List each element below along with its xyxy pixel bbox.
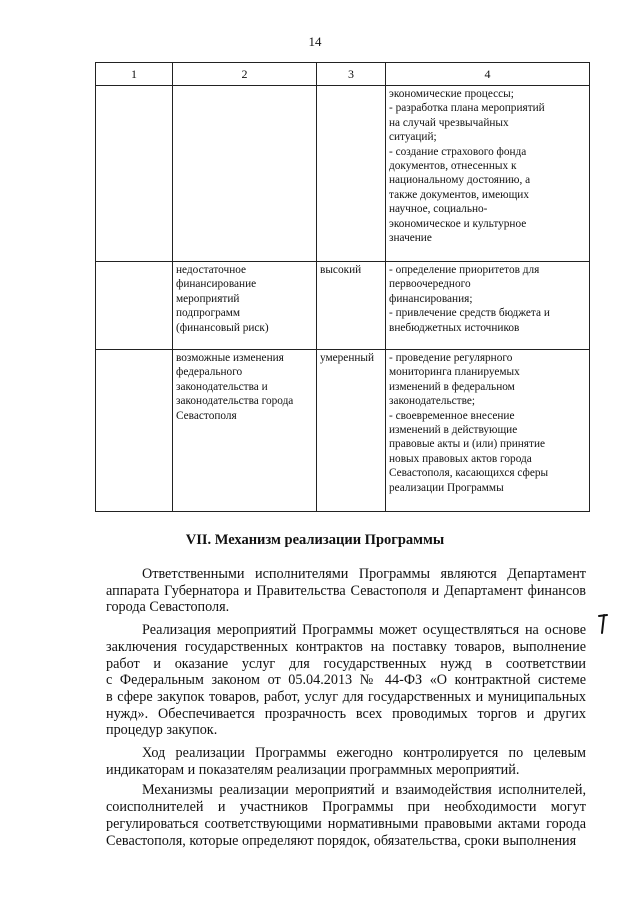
cell-text-line: документов, отнесенных к bbox=[389, 160, 517, 173]
table-cell-col4 bbox=[386, 86, 590, 262]
paragraph-line: аппарата Губернатора и Правительства Севастополя и Департамент финансов bbox=[106, 582, 586, 599]
paragraph-line: Севастополя, которые определяют порядок, обязательства, сроки выполнения bbox=[106, 832, 577, 849]
cell-text-line: Севастополя bbox=[176, 409, 237, 422]
cell-text-line: значение bbox=[389, 232, 432, 245]
paragraph bbox=[106, 566, 586, 616]
table-cell-col3 bbox=[317, 262, 386, 350]
table-cell-col1 bbox=[96, 350, 173, 512]
cell-text-line: высокий bbox=[320, 264, 362, 276]
paragraph bbox=[106, 745, 586, 778]
cell-text-line: законодательства города bbox=[176, 395, 294, 408]
cell-text-line: первоочередного bbox=[389, 278, 471, 291]
cell-text-line: умеренный bbox=[320, 352, 375, 364]
cell-text-line: национальному достоянию, а bbox=[389, 174, 531, 187]
cell-text-line: экономические процессы; bbox=[389, 88, 514, 100]
paragraph-line: Механизмы реализации мероприятий и взаимодействия исполнителей, bbox=[142, 782, 586, 799]
table-cell-col1 bbox=[96, 86, 173, 262]
paragraph-line: в сфере закупок товаров, работ, услуг для государственных и муниципальных bbox=[106, 688, 586, 705]
page-number: 14 bbox=[308, 34, 322, 49]
table-row bbox=[96, 262, 590, 350]
cell-text-line: федерального bbox=[176, 366, 243, 379]
table-header-row bbox=[96, 63, 590, 86]
cell-text-line: (финансовый риск) bbox=[176, 321, 269, 334]
table-cell-col3 bbox=[317, 350, 386, 512]
cell-text-line: изменений в федеральном bbox=[389, 380, 515, 393]
paragraph-line: заключения государственных контрактов на поставку товаров, выполнение bbox=[106, 638, 586, 655]
cell-text-line: мероприятий bbox=[176, 292, 240, 305]
cell-text-line: возможные изменения bbox=[176, 352, 284, 364]
table-header-cell: 3 bbox=[317, 63, 386, 86]
paragraph-line: соисполнителей и участников Программы при необходимости могут bbox=[106, 799, 586, 816]
paragraph bbox=[106, 782, 586, 849]
paragraph-line: нужд». Обеспечивается прозрачность всех проводимых торгов и других bbox=[106, 705, 586, 722]
cell-text-line: ситуаций; bbox=[389, 131, 437, 144]
cell-text-line: новых правовых актов города bbox=[389, 452, 532, 465]
cell-text-line: подпрограмм bbox=[176, 307, 241, 320]
cell-text-line: мониторинга планируемых bbox=[389, 366, 520, 379]
table-cell-col2 bbox=[173, 350, 317, 512]
cell-text-line: законодательства и bbox=[176, 380, 268, 393]
cell-text-line: научное, социально- bbox=[389, 203, 488, 216]
paragraph-line: процедур закупок. bbox=[106, 722, 218, 739]
table-cell-col4 bbox=[386, 262, 590, 350]
cell-text-line: - своевременное внесение bbox=[389, 409, 515, 422]
cell-text-line: внебюджетных источников bbox=[389, 321, 520, 334]
table-header-cell: 1 bbox=[96, 63, 173, 86]
section-heading: VII. Механизм реализации Программы bbox=[185, 532, 445, 548]
cell-text-line: правовые акты и (или) принятие bbox=[389, 438, 546, 451]
table-cell-col3 bbox=[317, 86, 386, 262]
table-cell-col1 bbox=[96, 262, 173, 350]
cell-text-line: на случай чрезвычайных bbox=[389, 116, 509, 129]
table-header-cell: 2 bbox=[173, 63, 317, 86]
cell-text-line: экономическое и культурное bbox=[389, 217, 527, 230]
cell-text-line: недостаточное bbox=[176, 264, 247, 276]
paragraph-line: Ответственными исполнителями Программы являются Департамент bbox=[142, 566, 586, 582]
paragraph-line: индикаторам и показателям реализации программных мероприятий. bbox=[106, 761, 520, 778]
paragraph-line: города Севастополя. bbox=[106, 599, 230, 616]
cell-text-line: - создание страхового фонда bbox=[389, 145, 527, 158]
paragraph-line: Реализация мероприятий Программы может осуществляться на основе bbox=[142, 622, 586, 639]
cell-text-line: - определение приоритетов для bbox=[389, 264, 540, 276]
cell-text-line: - привлечение средств бюджета и bbox=[389, 307, 550, 320]
body-text bbox=[106, 566, 586, 855]
cell-text-line: также документов, имеющих bbox=[389, 188, 529, 201]
table-cell-col4 bbox=[386, 350, 590, 512]
cell-text-line: - проведение регулярного bbox=[389, 352, 513, 364]
table-cell-col2 bbox=[173, 86, 317, 262]
cell-text-line: законодательстве; bbox=[389, 395, 475, 408]
cell-text-line: изменений в действующие bbox=[389, 424, 518, 437]
cell-text-line: реализации Программы bbox=[389, 481, 504, 494]
table-row bbox=[96, 86, 590, 262]
paragraph-line: работ и оказание услуг для государственных нужд в соответствии bbox=[106, 655, 586, 672]
table-header-cell: 4 bbox=[386, 63, 590, 86]
cell-text-line: Севастополя, касающихся сферы bbox=[389, 467, 549, 480]
paragraph-line: с Федеральным законом от 05.04.2013 № 44-ФЗ «О контрактной системе bbox=[106, 672, 586, 689]
risk-table bbox=[95, 62, 590, 512]
paragraph bbox=[106, 622, 586, 739]
table-row bbox=[96, 350, 590, 512]
cell-text-line: финансирования; bbox=[389, 292, 473, 305]
paragraph-line: регулироваться соответствующими нормативными правовыми актами города bbox=[106, 815, 586, 832]
cell-text-line: - разработка плана мероприятий bbox=[389, 102, 545, 115]
handwritten-mark-icon bbox=[598, 613, 608, 635]
cell-text-line: финансирование bbox=[176, 278, 257, 291]
paragraph-line: Ход реализации Программы ежегодно контролируется по целевым bbox=[142, 745, 586, 762]
table-cell-col2 bbox=[173, 262, 317, 350]
